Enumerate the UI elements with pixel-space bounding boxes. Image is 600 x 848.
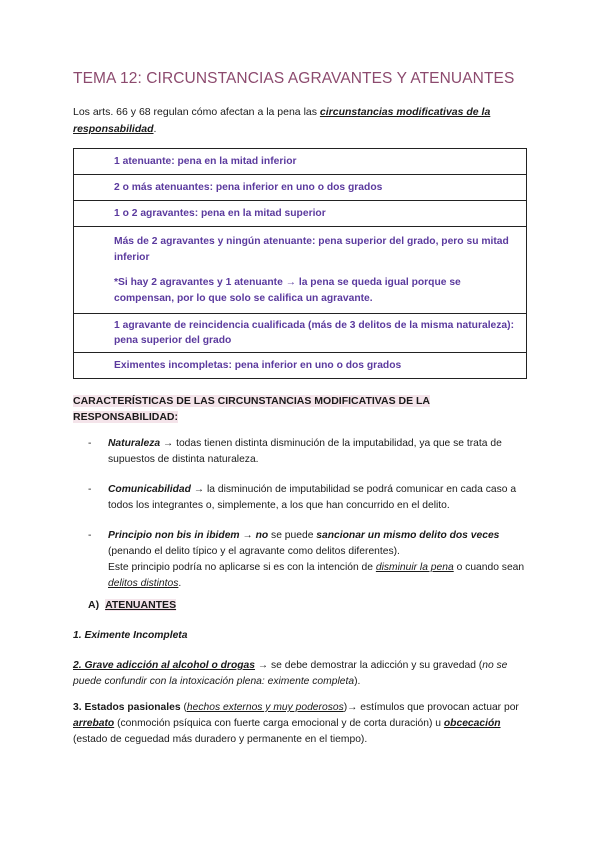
item-italic: no se puede confundir con la intoxicación plena: eximente completa — [73, 660, 508, 687]
table-row — [74, 201, 527, 227]
item-text: → se debe demostrar la adicción y su gravedad ( — [254, 660, 483, 671]
list-dash: - — [88, 530, 92, 541]
table-cell — [74, 227, 527, 314]
item-text: ). — [354, 676, 361, 687]
item-heading: 3. Estados pasionales — [73, 702, 181, 713]
bullet-text: se puede — [268, 530, 317, 541]
intro-text: Los arts. 66 y 68 regulan cómo afectan a la pena las — [73, 106, 320, 118]
item-text: ( — [180, 702, 187, 713]
bullet-text: (penando el delito típico y el agravante como delitos diferentes). — [108, 546, 400, 557]
table-cell: 1 o 2 agravantes: pena en la mitad superior — [74, 201, 527, 227]
item-heading: 2. Grave adicción al alcohol o drogas — [73, 660, 255, 671]
table-cell: 1 atenuante: pena en la mitad inferior — [74, 149, 527, 175]
bullet-term: Principio non bis in ibidem → no — [108, 530, 269, 541]
table-cell: Eximentes incompletas: pena inferior en uno o dos grados — [74, 353, 527, 379]
list-item — [88, 482, 528, 514]
intro-paragraph — [73, 104, 533, 138]
list-item — [88, 436, 528, 468]
bullet-text: → la disminución de imputabilidad se podrá comunicar en cada caso a todos los integrantes o, simplemente, a los que han concurrido en el delito. — [108, 484, 517, 511]
table-row — [74, 353, 527, 379]
bullet-underlined: delitos distintos — [108, 578, 179, 589]
item-estados — [73, 700, 533, 748]
characteristics-list — [88, 436, 528, 606]
penalty-rules-table — [73, 148, 527, 379]
table-note: *Si hay 2 agravantes y 1 atenuante → la pena se queda igual porque se compensan, por lo que solo se califica un agravante. — [114, 277, 461, 304]
bullet-term: Naturaleza — [108, 438, 161, 449]
item-text: )→ estímulos que provocan actuar por — [343, 702, 519, 713]
table-row — [74, 314, 527, 353]
bullet-underlined: disminuir la pena — [375, 562, 454, 573]
table-cell: 2 o más atenuantes: pena inferior en uno o dos grados — [74, 175, 527, 201]
intro-emphasis: circunstancias modificativas de la responsabilidad — [73, 106, 491, 135]
intro-end: . — [153, 123, 157, 135]
table-cell: 1 agravante de reincidencia cualificada (más de 3 delitos de la misma naturaleza): pena superior del grado — [74, 314, 527, 353]
subsection-label: A) — [88, 599, 100, 611]
item-term: arrebato — [73, 718, 115, 729]
list-dash: - — [88, 484, 92, 495]
item-adiccion — [73, 658, 533, 690]
bullet-term: Comunicabilidad — [108, 484, 191, 495]
subsection-heading — [88, 599, 176, 611]
list-dash: - — [88, 438, 92, 449]
bullet-text: Este principio podría no aplicarse si es con la intención de — [108, 562, 376, 573]
bullet-text: → todas tienen distinta disminución de la imputabilidad, ya que se trata de supuestos de distinta naturaleza. — [108, 438, 502, 465]
table-cell-text: Más de 2 agravantes y ningún atenuante: pena superior del grado, pero su mitad inferior — [114, 236, 509, 263]
item-term: obcecación — [443, 718, 501, 729]
table-row — [74, 175, 527, 201]
bullet-text: . — [178, 578, 182, 589]
item-underlined: hechos externos y muy poderosos — [186, 702, 344, 713]
bullet-text: o cuando sean — [453, 562, 525, 573]
item-text: (estado de ceguedad más duradero y permanente en el tiempo). — [73, 734, 368, 745]
item-eximente — [73, 628, 533, 644]
list-item — [88, 528, 528, 592]
table-row — [74, 227, 527, 314]
section-heading — [73, 393, 453, 425]
page-title: TEMA 12: CIRCUNSTANCIAS AGRAVANTES Y ATENUANTES — [73, 70, 515, 87]
item-text: (conmoción psíquica con fuerte carga emocional y de corta duración) u — [114, 718, 444, 729]
section-heading-text: CARACTERÍSTICAS DE LAS CIRCUNSTANCIAS MODIFICATIVAS DE LA RESPONSABILIDAD: — [73, 395, 430, 423]
bullet-emphasis: sancionar un mismo delito dos veces — [316, 530, 500, 541]
item-heading: 1. Eximente Incompleta — [73, 630, 188, 641]
table-row — [74, 149, 527, 175]
subsection-title: ATENUANTES — [105, 599, 177, 611]
